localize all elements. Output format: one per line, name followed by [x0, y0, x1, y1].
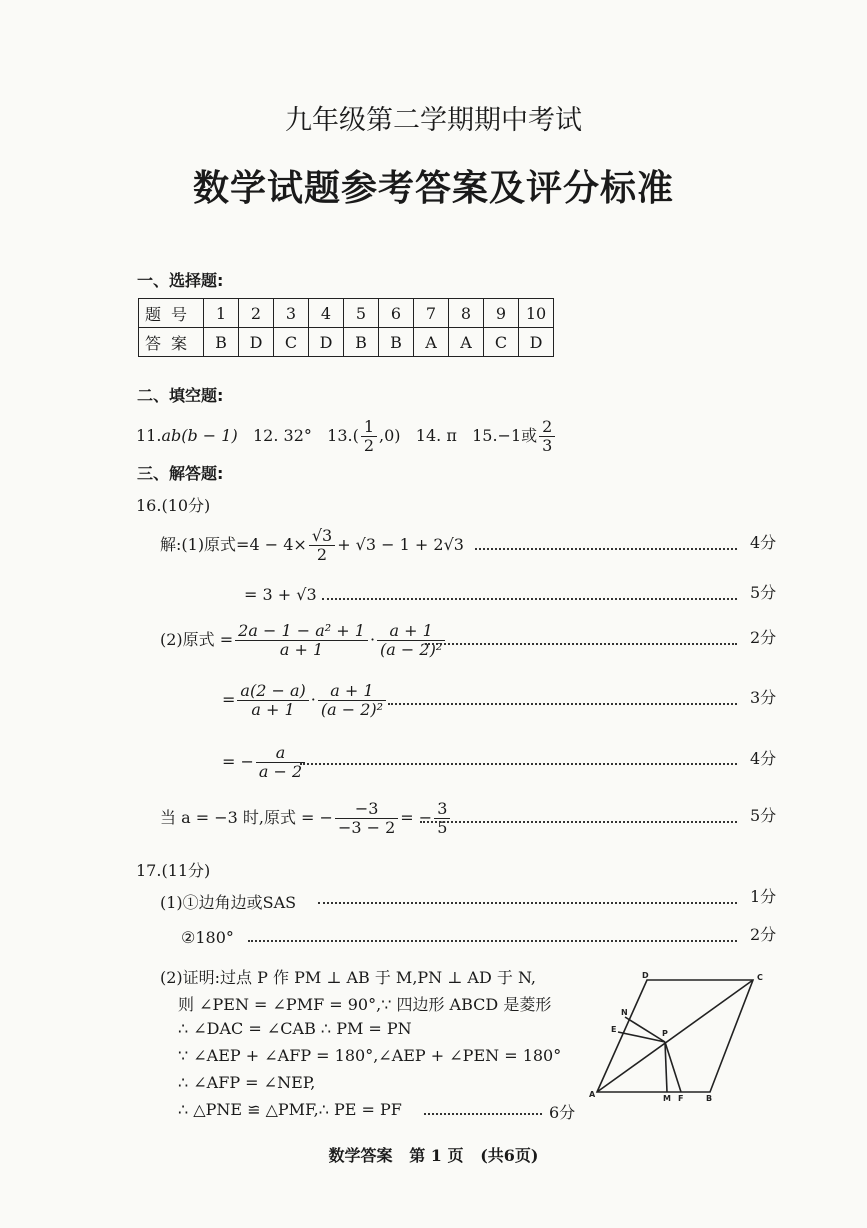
- question-16-header: 16.(10分): [136, 496, 211, 515]
- label-p: P: [662, 1029, 668, 1038]
- table-cell: B: [344, 328, 379, 357]
- expr-part: = −: [222, 752, 254, 771]
- expr-part: = −: [400, 808, 433, 827]
- q17-proof-line-6: ∴ △PNE ≌ △PMF,∴ PE = PF: [178, 1100, 402, 1119]
- dotted-leader: [425, 643, 737, 645]
- denominator: 2: [363, 436, 375, 455]
- table-cell: 9: [484, 299, 519, 328]
- dotted-leader: [388, 703, 737, 705]
- fraction: [256, 744, 305, 781]
- score-mark: 6分: [549, 1103, 576, 1122]
- table-row-answers: [139, 328, 554, 357]
- dotted-leader: [420, 821, 737, 823]
- table-cell: 1: [204, 299, 239, 328]
- answer-15-fraction: [539, 418, 555, 455]
- q17-proof-line-2: 则 ∠PEN = ∠PMF = 90°,∵ 四边形 ABCD 是菱形: [178, 995, 552, 1014]
- expr-part: 当 a = −3 时,原式 = −: [160, 808, 333, 827]
- label-b: B: [706, 1094, 713, 1103]
- table-cell: A: [414, 328, 449, 357]
- denominator: (a − 2)²: [380, 640, 443, 659]
- answer-15-label: 15.−1或: [472, 426, 538, 445]
- numerator: a(2 − a): [237, 682, 308, 701]
- answer-13-fraction: [361, 418, 377, 455]
- fraction: [434, 800, 450, 837]
- table-row-numbers: [139, 299, 554, 328]
- dotted-leader: [318, 902, 737, 904]
- table-cell: B: [204, 328, 239, 357]
- answer-11-label: 11.: [136, 426, 162, 445]
- numerator: a: [256, 744, 305, 763]
- q16-line-4: = $\frac{a(2 - a)}{a + 1}$ · $\frac{a + 1}{\text{(a − 2)²}}$: [222, 682, 388, 719]
- score-mark: 4分: [750, 533, 777, 552]
- denominator: 5: [437, 818, 448, 837]
- answer-13-tail: ,0): [379, 426, 401, 445]
- fraction: [377, 622, 445, 659]
- q16-line-6: [160, 800, 452, 837]
- dotted-leader: [248, 940, 737, 942]
- q17-line-1: (1)①边角边或SAS: [160, 893, 297, 912]
- answer-key-title: 数学试题参考答案及评分标准: [192, 167, 674, 209]
- denominator: a − 2: [258, 762, 303, 781]
- label-d: D: [642, 971, 649, 980]
- label-m: M: [663, 1094, 671, 1103]
- q17-proof-line-4: ∵ ∠AEP + ∠AFP = 180°,∠AEP + ∠PEN = 180°: [178, 1046, 562, 1065]
- expr-part: 解:(1)原式=4 − 4×: [160, 535, 307, 554]
- exam-title: 九年级第二学期期中考试: [285, 105, 582, 136]
- answer-11: ab(b − 1): [161, 426, 238, 445]
- dotted-leader: [322, 598, 737, 600]
- score-mark: 5分: [750, 806, 777, 825]
- section-fill-heading: 二、填空题:: [137, 386, 224, 405]
- section-choice-heading: 一、选择题:: [137, 271, 224, 290]
- answer-14: 14. π: [415, 426, 457, 445]
- label-f: F: [678, 1094, 684, 1103]
- fraction: [335, 800, 398, 837]
- dotted-leader: [300, 763, 737, 765]
- dotted-leader: [424, 1113, 542, 1115]
- section-solve-heading: 三、解答题:: [137, 464, 224, 483]
- score-mark: 2分: [750, 628, 777, 647]
- answer-13-label: 13.(: [327, 426, 359, 445]
- denominator: a + 1: [279, 640, 324, 659]
- table-cell: 10: [519, 299, 554, 328]
- choice-answer-table: [138, 298, 554, 357]
- numerator: −3: [335, 800, 398, 819]
- table-cell: B: [379, 328, 414, 357]
- fraction: [235, 622, 368, 659]
- fill-answers-line: [136, 418, 557, 455]
- label-a: A: [589, 1090, 596, 1099]
- fraction: [309, 527, 335, 564]
- answer-12: 12. 32°: [252, 426, 312, 445]
- denominator: 2: [316, 545, 328, 564]
- numerator: a + 1: [318, 682, 386, 701]
- expr-part: + √3 − 1 + 2√3: [337, 535, 464, 554]
- q17-proof-line-5: ∴ ∠AFP = ∠NEP,: [178, 1073, 316, 1092]
- label-c: C: [757, 973, 763, 982]
- table-cell: C: [274, 328, 309, 357]
- rhombus-figure: [585, 965, 780, 1105]
- expr-part: (2)原式 =: [160, 630, 234, 649]
- score-mark: 5分: [750, 583, 777, 602]
- dotted-leader: [475, 548, 737, 550]
- q16-line-3: (2)原式 = $\frac{\text{2a − 1 − a² + 1}}{a + 1}$ · $\frac{a + 1}{\text{(a − 2)²}}$: [160, 622, 447, 659]
- table-cell: D: [239, 328, 274, 357]
- score-mark: 1分: [750, 887, 777, 906]
- q17-proof-line-1: (2)证明:过点 P 作 PM ⊥ AB 于 M,PN ⊥ AD 于 N,: [160, 968, 537, 987]
- table-cell: 5: [344, 299, 379, 328]
- numerator: 2a − 1 − a² + 1: [235, 622, 368, 641]
- denominator: a + 1: [251, 700, 295, 719]
- label-n: N: [621, 1008, 628, 1017]
- numerator: a + 1: [377, 622, 445, 641]
- score-mark: 2分: [750, 925, 777, 944]
- denominator: 3: [542, 436, 553, 455]
- table-cell: 3: [274, 299, 309, 328]
- q17-proof-line-3: ∴ ∠DAC = ∠CAB ∴ PM = PN: [178, 1019, 412, 1038]
- row-header-number: 题号: [139, 299, 204, 328]
- expr-part: =: [222, 690, 236, 709]
- numerator: 1: [361, 418, 377, 437]
- table-cell: 7: [414, 299, 449, 328]
- denominator: −3 − 2: [337, 818, 396, 837]
- table-cell: D: [519, 328, 554, 357]
- q16-line-2: = 3 + √3: [244, 585, 317, 604]
- fraction: [318, 682, 386, 719]
- page-footer: 数学答案 第 1 页 (共6页): [328, 1146, 539, 1165]
- table-cell: C: [484, 328, 519, 357]
- score-mark: 4分: [750, 749, 777, 768]
- denominator: (a − 2)²: [320, 700, 384, 719]
- numerator: 2: [539, 418, 555, 437]
- score-mark: 3分: [750, 688, 777, 707]
- table-cell: 6: [379, 299, 414, 328]
- row-header-answer: 答案: [139, 328, 204, 357]
- question-17-header: 17.(11分): [136, 861, 211, 880]
- table-cell: D: [309, 328, 344, 357]
- label-e: E: [611, 1025, 617, 1034]
- table-cell: 4: [309, 299, 344, 328]
- fraction: [237, 682, 308, 719]
- q16-line-1: [160, 527, 464, 564]
- table-cell: 2: [239, 299, 274, 328]
- q16-line-5: [222, 744, 307, 781]
- q17-line-2: ②180°: [181, 928, 234, 947]
- table-cell: A: [449, 328, 484, 357]
- table-cell: 8: [449, 299, 484, 328]
- numerator: 3: [434, 800, 450, 819]
- numerator: √3: [309, 527, 335, 546]
